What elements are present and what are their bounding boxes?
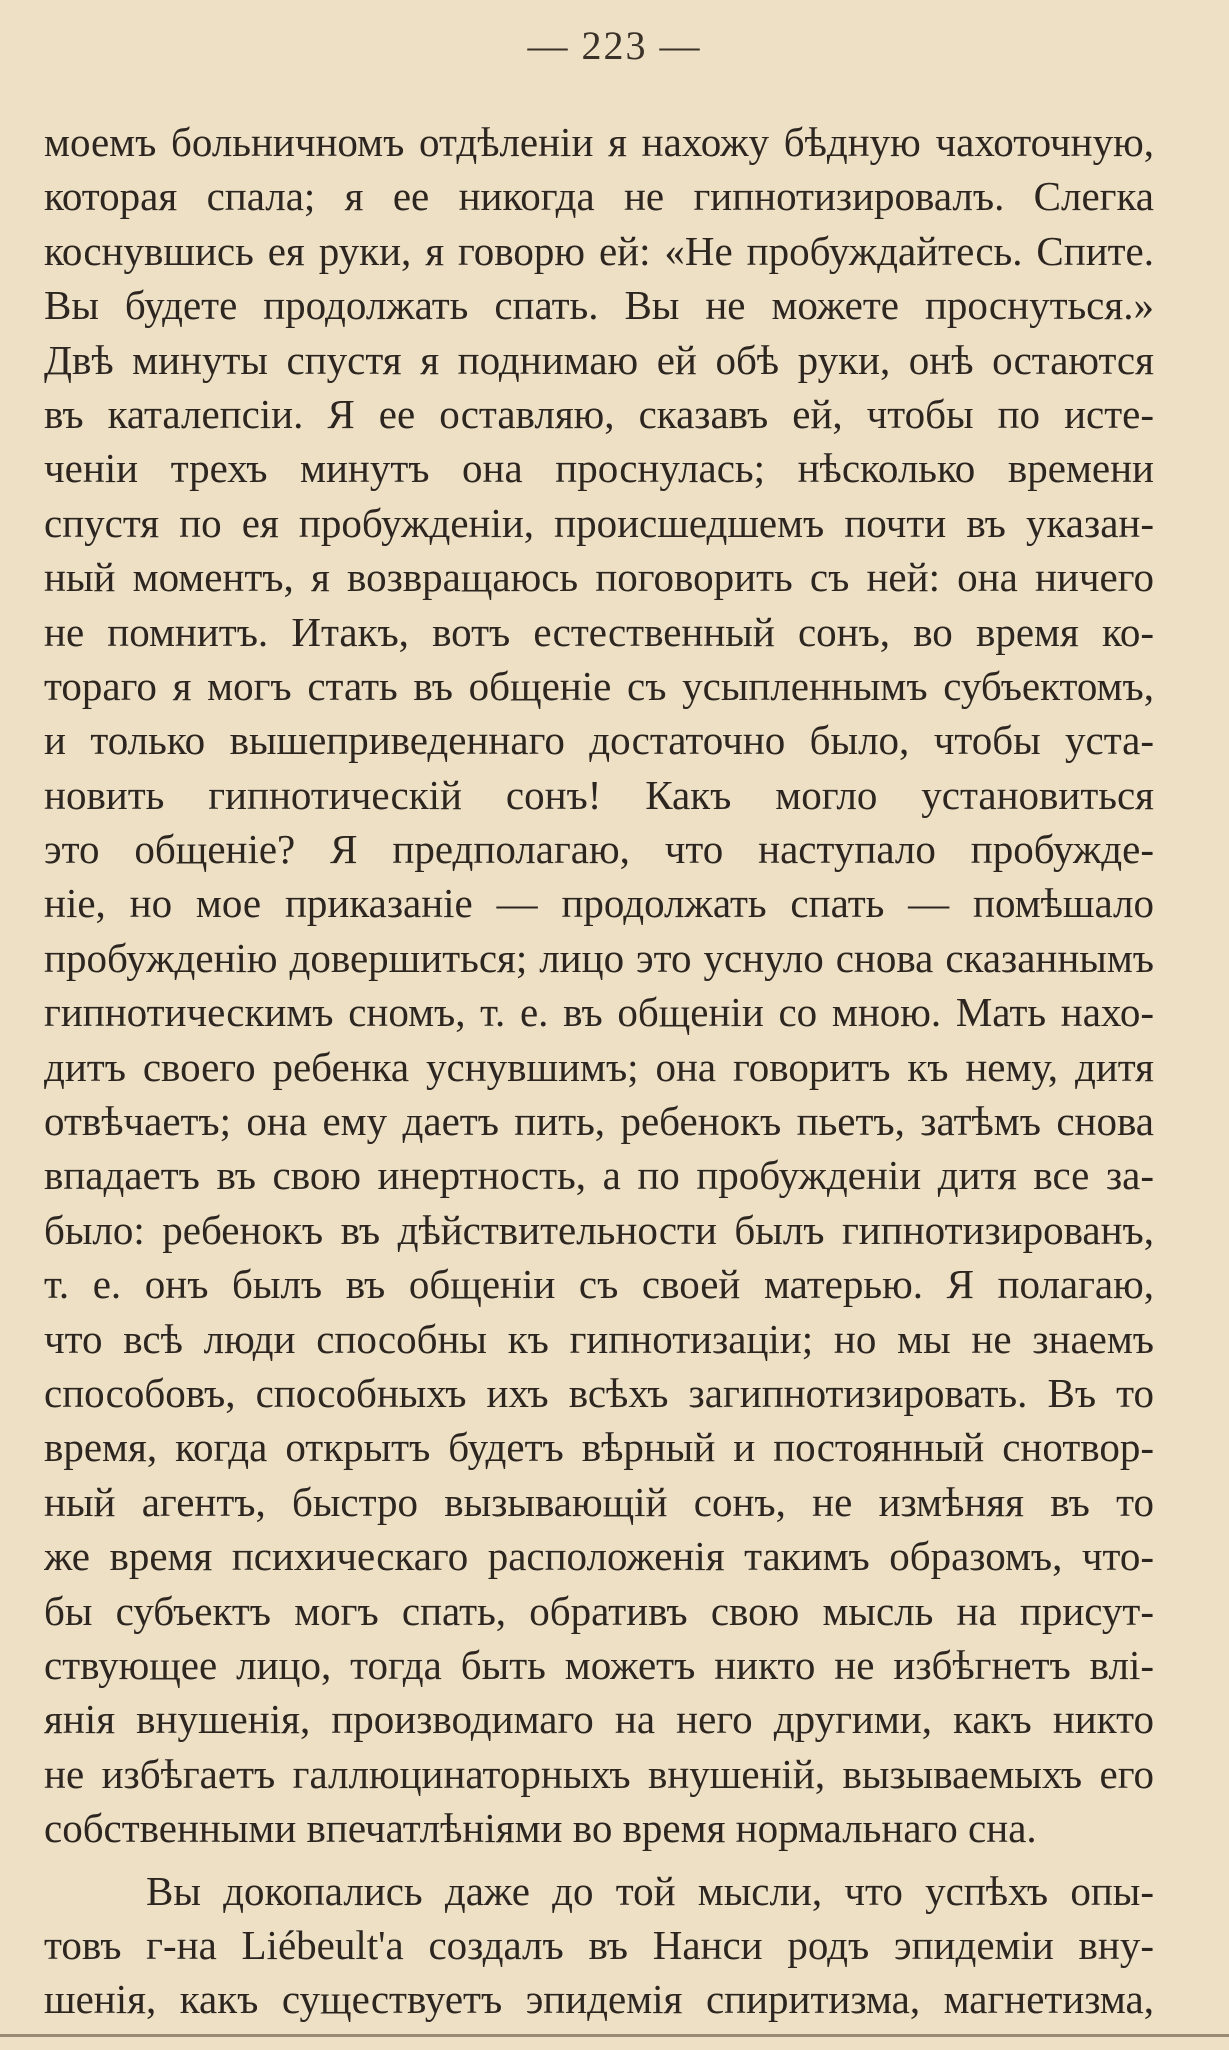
text-line: ный агентъ, быстро вызывающій сонъ, не измѣняя въ то (44, 1478, 1154, 1525)
text-line: ный моментъ, я возвращаюсь поговорить съ ней: она ничего (44, 554, 1154, 601)
text-line: и только вышеприведеннаго достаточно было, чтобы уста- (44, 717, 1154, 764)
text-line: коснувшись ея руки, я говорю ей: «Не пробуждайтесь. Спите. (44, 227, 1154, 274)
text-line: которая спала; я ее никогда не гипнотизировалъ. Слегка (44, 173, 1154, 220)
text-line: отвѣчаетъ; она ему даетъ пить, ребенокъ пьетъ, затѣмъ снова (44, 1098, 1154, 1145)
text-line: это общеніе? Я предполагаю, что наступало пробужде- (44, 826, 1154, 873)
text-line: новить гипнотическій сонъ! Какъ могло установиться (44, 771, 1154, 818)
text-line: собственными впечатлѣніями во время нормальнаго сна. (44, 1805, 1037, 1852)
text-line: Вы будете продолжать спать. Вы не можете проснуться.» (44, 282, 1154, 329)
body-text (44, 115, 1154, 2027)
text-line: Вы докопались даже до той мысли, что успѣхъ опы- (146, 1867, 1154, 1914)
text-line: Двѣ минуты спустя я поднимаю ей обѣ руки, онѣ остаются (44, 336, 1154, 383)
text-line: моемъ больничномъ отдѣленіи я нахожу бѣдную чахоточную, (44, 119, 1154, 165)
text-line: ніе, но мое приказаніе — продолжать спать — помѣшало (44, 880, 1154, 927)
text-line: же время психическаго расположенія такимъ образомъ, что- (44, 1533, 1154, 1580)
text-line: что всѣ люди способны къ гипнотизаціи; но мы не знаемъ (44, 1315, 1154, 1362)
text-line: впадаетъ въ свою инертность, а по пробужденіи дитя все за- (44, 1152, 1154, 1199)
text-line: гипнотическимъ сномъ, т. е. въ общеніи со мною. Мать нахо- (44, 989, 1154, 1036)
text-line: дитъ своего ребенка уснувшимъ; она говоритъ къ нему, дитя (44, 1043, 1154, 1090)
text-line: способовъ, способныхъ ихъ всѣхъ загипнотизировать. Въ то (44, 1369, 1154, 1416)
text-line: ченіи трехъ минутъ она проснулась; нѣсколько времени (44, 445, 1154, 492)
text-line: товъ г-на Liébeult'а создалъ въ Нанси родъ эпидеміи вну- (44, 1921, 1154, 1968)
text-line: въ каталепсіи. Я ее оставляю, сказавъ ей, чтобы по исте- (44, 390, 1154, 437)
text-line: янія внушенія, производимаго на него другими, какъ никто (44, 1696, 1154, 1743)
page-bottom-edge (0, 2034, 1229, 2037)
text-line: было: ребенокъ въ дѣйствительности былъ гипнотизированъ, (44, 1206, 1154, 1253)
paragraph-gap (44, 1856, 1154, 1864)
text-line: спустя по ея пробужденіи, происшедшемъ почти въ указан- (44, 499, 1154, 546)
text-line: бы субъектъ могъ спать, обративъ свою мысль на присут- (44, 1587, 1154, 1634)
text-line: пробужденію довершиться; лицо это уснуло снова сказаннымъ (44, 934, 1154, 981)
text-line: время, когда открытъ будетъ вѣрный и постоянный снотвор- (44, 1424, 1154, 1471)
page-number: — 223 — (527, 23, 702, 68)
text-line: т. е. онъ былъ въ общеніи съ своей матерью. Я полагаю, (44, 1261, 1154, 1308)
text-line: ствующее лицо, тогда быть можетъ никто не избѣгнетъ влі- (44, 1641, 1154, 1688)
text-line: тораго я могъ стать въ общеніе съ усыпленнымъ субъектомъ, (44, 662, 1154, 709)
text-line: шенія, какъ существуетъ эпидемія спиритизма, магнетизма, (44, 1976, 1154, 2023)
text-line: не помнитъ. Итакъ, вотъ естественный сонъ, во время ко- (44, 608, 1154, 655)
text-line: не избѣгаетъ галлюцинаторныхъ внушеній, вызываемыхъ его (44, 1750, 1154, 1797)
